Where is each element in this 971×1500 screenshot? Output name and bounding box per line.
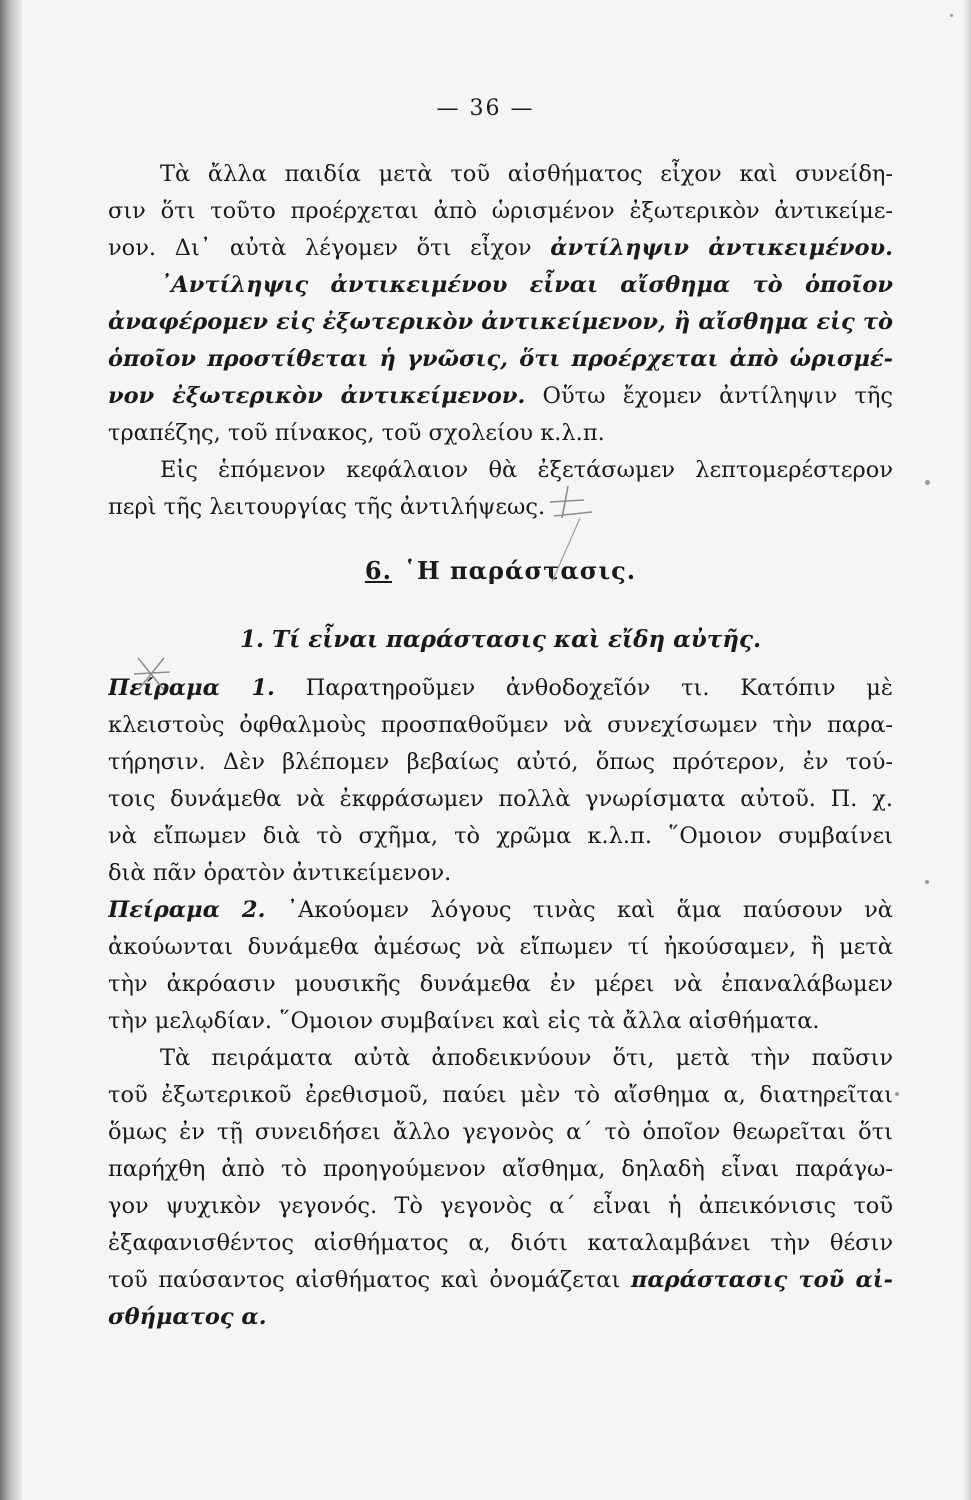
- text-line: τήρησιν. Δὲν βλέπομεν βεβαίως αὐτό, ὅπως πρότερον, ἐν τού-: [108, 749, 893, 775]
- paper-speck: [895, 1092, 899, 1096]
- text-line: σιν ὅτι τοῦτο προέρχεται ἀπὸ ὡρισμένον ἐξωτερικὸν ἀντικείμε-: [108, 198, 893, 224]
- page-body: [108, 156, 893, 1336]
- paper-speck: [925, 880, 929, 884]
- chapter-number: 6.: [364, 556, 392, 585]
- experiment-label: Πείραμα 2.: [108, 897, 266, 923]
- definition-line: [108, 267, 893, 304]
- binding-edge: [0, 0, 22, 1500]
- page-number: — 36 —: [436, 96, 535, 121]
- emphasis-term: σθήματος α.: [108, 1304, 267, 1330]
- text-line: Τὰ πειράματα αὐτὰ ἀποδεικνύουν ὅτι, μετὰ τὴν παῦσιν: [160, 1045, 893, 1071]
- definition-line: [108, 378, 893, 415]
- text-line: Τὰ ἄλλα παιδία μετὰ τοῦ αἰσθήματος εἶχον καὶ συνείδη-: [160, 161, 893, 187]
- text-line: τὴν μελῳδίαν. ῞Ομοιον συμβαίνει καὶ εἰς τὰ ἄλλα αἰσθήματα.: [108, 1008, 820, 1034]
- spacer: [108, 594, 893, 616]
- page-edge-shadow: [963, 0, 971, 1500]
- text-line: τοις δυνάμεθα νὰ ἐκφράσωμεν πολλὰ γνωρίσματα αὐτοῦ. Π. χ.: [108, 786, 893, 812]
- definition-text: ἀναφέρομεν εἰς ἐξωτερικὸν ἀντικείμενον, ἢ αἴσθημα εἰς τὸ: [108, 309, 893, 335]
- text-run: νον. Δι᾽ αὐτὰ λέγομεν ὅτι εἶχον: [108, 235, 551, 261]
- text-line: ἀκούωνται δυνάμεθα ἀμέσως νὰ εἴπωμεν τί ἠκούσαμεν, ἢ μετὰ: [108, 934, 893, 960]
- section-heading: 1. Τί εἶναι παράστασις καὶ εἴδη αὐτῆς.: [239, 626, 762, 653]
- emphasis-term: παράστασις τοῦ αἰ-: [630, 1267, 893, 1293]
- text-line: ὅμως ἐν τῇ συνειδήσει ἄλλο γεγονὸς α΄ τὸ ὁποῖον θεωρεῖται ὅτι: [108, 1119, 893, 1145]
- text-line: κλειστοὺς ὀφθαλμοὺς προσπαθοῦμεν νὰ συνεχίσωμεν τὴν παρα-: [108, 712, 893, 738]
- text-line: διὰ πᾶν ὁρατὸν ἀντικείμενον.: [108, 860, 452, 886]
- experiment-line: [108, 670, 893, 707]
- chapter-title: ῾Η παράστασις.: [403, 556, 637, 585]
- text-run: Οὕτω ἔχομεν ἀντίληψιν τῆς: [525, 383, 893, 409]
- text-line: [108, 230, 893, 267]
- text-line: τοῦ ἐξωτερικοῦ ἐρεθισμοῦ, παύει μὲν τὸ αἴσθημα α, διατηρεῖται: [108, 1082, 893, 1108]
- text-run: Παρατηροῦμεν ἀνθοδοχεῖόν τι. Κατόπιν μὲ: [274, 675, 893, 701]
- text-line: γον ψυχικὸν γεγονός. Τὸ γεγονὸς α΄ εἶναι ἡ ἀπεικόνισις τοῦ: [108, 1193, 893, 1219]
- experiment-label: Πείραμα 1.: [108, 675, 275, 701]
- chapter-heading: [108, 548, 893, 594]
- text-line: νὰ εἴπωμεν διὰ τὸ σχῆμα, τὸ χρῶμα κ.λ.π. ῞Ομοιον συμβαίνει: [108, 823, 893, 849]
- text-line: τὴν ἀκρόασιν μουσικῆς δυνάμεθα ἐν μέρει νὰ ἐπαναλάβωμεν: [108, 971, 893, 997]
- text-line: ἐξαφανισθέντος αἰσθήματος α, διότι καταλαμβάνει τὴν θέσιν: [108, 1230, 893, 1256]
- text-line: Εἰς ἑπόμενον κεφάλαιον θὰ ἐξετάσωμεν λεπτομερέστερον: [160, 457, 893, 483]
- definition-text: ὁποῖον προστίθεται ἡ γνῶσις, ὅτι προέρχεται ἀπὸ ὡρισμέ-: [108, 346, 893, 372]
- text-line: [108, 1262, 893, 1299]
- definition-line: [108, 304, 893, 341]
- emphasis-term: ἀντίληψιν ἀντικειμένου.: [550, 235, 893, 261]
- text-line: [108, 1299, 893, 1336]
- text-line: τραπέζης, τοῦ πίνακος, τοῦ σχολείου κ.λ.π.: [108, 420, 605, 446]
- paper-speck: [925, 480, 930, 485]
- text-run: ᾿Ακούομεν λόγους τινὰς καὶ ἅμα παύσουν νὰ: [265, 897, 893, 923]
- text-run: τοῦ παύσαντος αἰσθήματος καὶ ὀνομάζεται: [108, 1267, 631, 1293]
- text-line: παρήχθη ἀπὸ τὸ προηγούμενον αἴσθημα, δηλαδὴ εἶναι παράγω-: [108, 1156, 893, 1182]
- experiment-line: [108, 892, 893, 929]
- definition-text: ᾿Αντίληψις ἀντικειμένου εἶναι αἴσθημα τὸ ὁποῖον: [160, 272, 893, 298]
- spacer: [108, 526, 893, 548]
- definition-line: [108, 341, 893, 378]
- definition-text: νον ἐξωτερικὸν ἀντικείμενον.: [108, 383, 526, 409]
- text-line: περὶ τῆς λειτουργίας τῆς ἀντιλήψεως.: [108, 494, 546, 520]
- paper-speck: [950, 14, 953, 17]
